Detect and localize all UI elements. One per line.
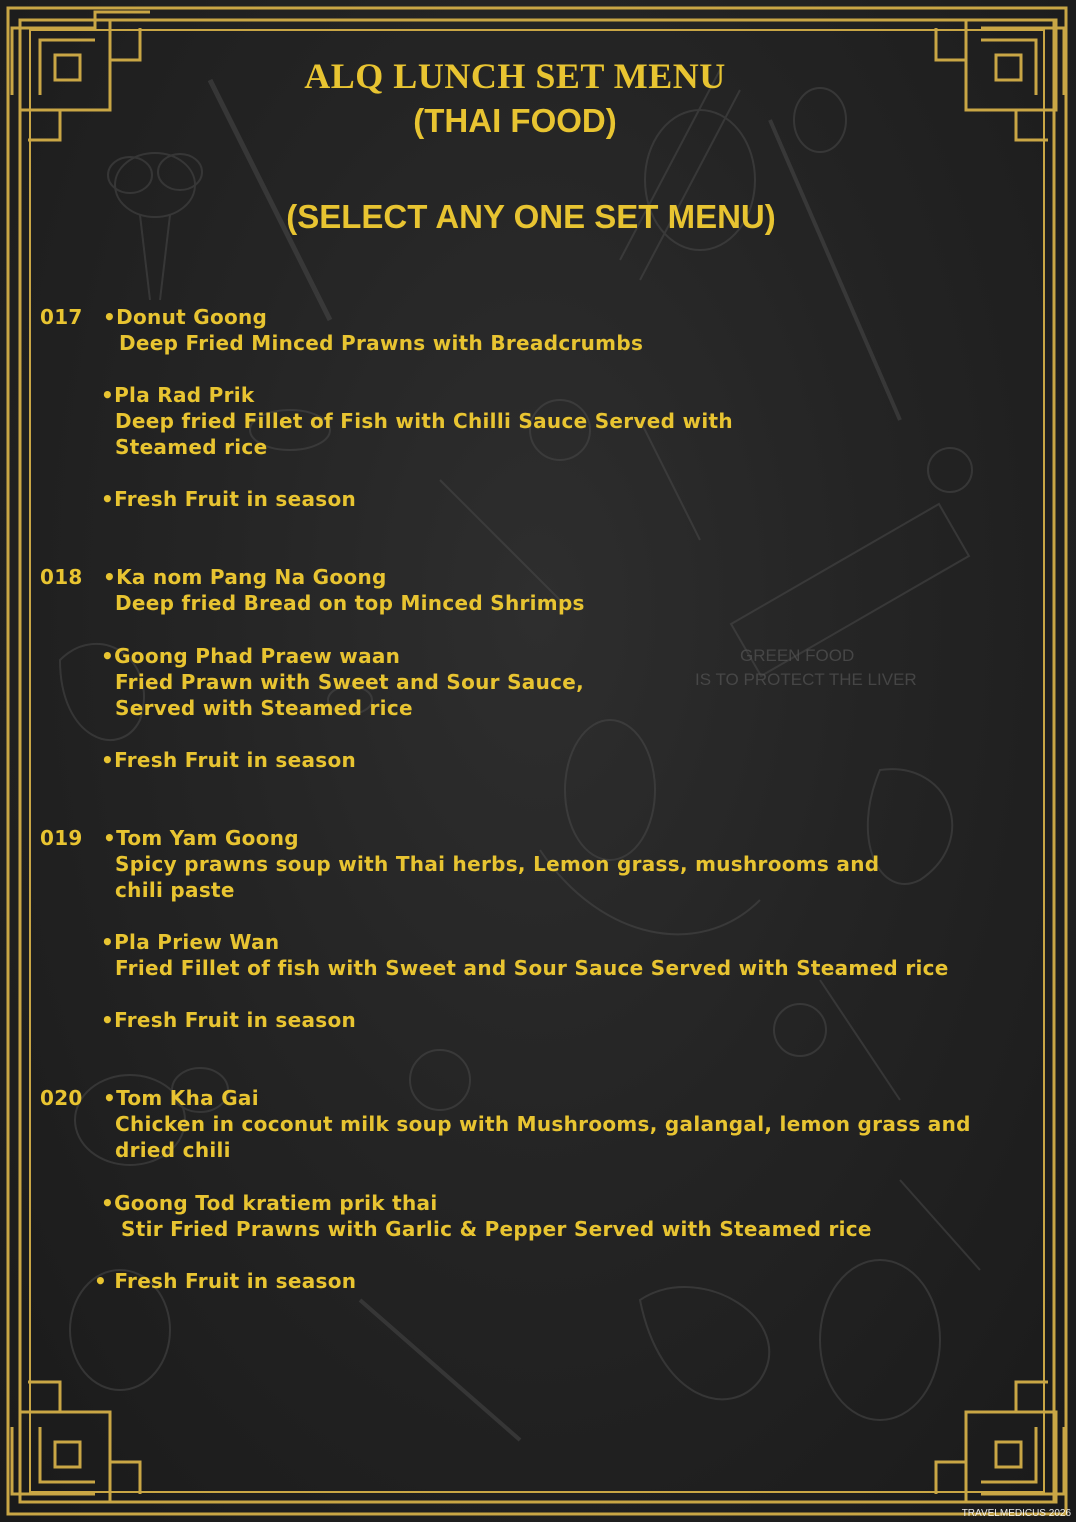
dish-name: •Tom Kha Gai <box>103 1086 259 1110</box>
dish-description: Deep fried Fillet of Fish with Chilli Sauce Served with <box>115 409 733 433</box>
dish-name: •Fresh Fruit in season <box>101 748 357 772</box>
dish-description: Steamed rice <box>115 435 268 459</box>
dish-description: Fried Fillet of fish with Sweet and Sour Sauce Served with Steamed rice <box>115 956 949 980</box>
set-code: 017 <box>40 305 83 329</box>
menu-instruction: (SELECT ANY ONE SET MENU) <box>286 198 776 235</box>
corner-ornament-bottom-left <box>12 1382 140 1502</box>
dish-description: chili paste <box>115 878 235 902</box>
background-text-line1: GREEN FOOD <box>740 646 855 665</box>
dish-description: Chicken in coconut milk soup with Mushrooms, galangal, lemon grass and <box>115 1112 971 1136</box>
set-code: 020 <box>40 1086 83 1110</box>
dish-description: Spicy prawns soup with Thai herbs, Lemon grass, mushrooms and <box>115 852 880 876</box>
dish-name: •Fresh Fruit in season <box>101 487 357 511</box>
menu-subtitle: (THAI FOOD) <box>413 102 617 139</box>
set-code: 018 <box>40 565 83 589</box>
dish-name: •Tom Yam Goong <box>103 826 299 850</box>
dish-description: Served with Steamed rice <box>115 696 413 720</box>
dish-name: •Pla Rad Prik <box>101 383 255 407</box>
dish-description: Stir Fried Prawns with Garlic & Pepper Served with Steamed rice <box>121 1217 872 1241</box>
dish-description: dried chili <box>115 1138 231 1162</box>
menu-title: ALQ LUNCH SET MENU <box>304 56 726 96</box>
dish-description: Deep fried Bread on top Minced Shrimps <box>115 591 585 615</box>
dish-name: •Pla Priew Wan <box>101 930 280 954</box>
dish-name: •Ka nom Pang Na Goong <box>103 565 387 589</box>
dish-name: •Donut Goong <box>103 305 268 329</box>
dish-name: •Fresh Fruit in season <box>101 1008 357 1032</box>
dish-name: • Fresh Fruit in season <box>94 1269 357 1293</box>
watermark: TRAVELMEDICUS 2026 <box>961 1508 1071 1519</box>
dish-name: •Goong Tod kratiem prik thai <box>101 1191 438 1215</box>
set-code: 019 <box>40 826 83 850</box>
background-text-line2: IS TO PROTECT THE LIVER <box>695 670 917 689</box>
dish-description: Deep Fried Minced Prawns with Breadcrumbs <box>119 331 644 355</box>
dish-name: •Goong Phad Praew waan <box>101 644 401 668</box>
dish-description: Fried Prawn with Sweet and Sour Sauce, <box>115 670 585 694</box>
